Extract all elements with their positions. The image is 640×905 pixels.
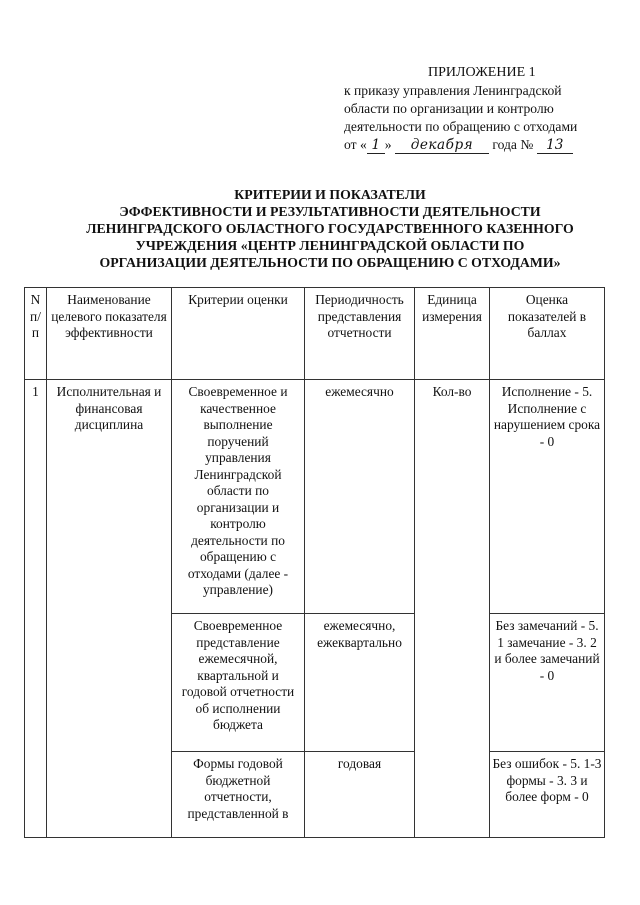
period-cell: ежемесячно, ежеквартально	[305, 614, 415, 752]
document-title	[60, 186, 600, 271]
table-row	[25, 380, 605, 614]
appendix-line: к приказу управления Ленинградской	[344, 83, 562, 98]
indicator-name: Исполнительная и финансовая дисциплина	[47, 380, 172, 838]
unit-cell: Кол-во	[415, 380, 490, 838]
title-line: ЭФФЕКТИВНОСТИ И РЕЗУЛЬТАТИВНОСТИ ДЕЯТЕЛЬНОСТИ	[119, 204, 541, 219]
header-cell-period: Периодичность представления отчетности	[305, 288, 415, 380]
criterion-cell: Своевременное и качественное выполнение поручений управления Ленинградской области по организации и контролю деятельности по обращению с отходами (далее - управление)	[172, 380, 305, 614]
handwritten-month: декабря	[395, 138, 489, 154]
score-cell: Без замечаний - 5. 1 замечание - 3. 2 и более замечаний - 0	[490, 614, 605, 752]
criteria-table	[24, 287, 605, 838]
year-label: года №	[492, 137, 534, 152]
header-cell-number: N п/п	[25, 288, 47, 380]
header-cell-score: Оценка показателей в баллах	[490, 288, 605, 380]
title-line: УЧРЕЖДЕНИЯ «ЦЕНТР ЛЕНИНГРАДСКОЙ ОБЛАСТИ ПО	[135, 238, 525, 253]
criterion-cell: Формы годовой бюджетной отчетности, представленной в	[172, 752, 305, 838]
header-cell-unit: Единица измерения	[415, 288, 490, 380]
score-cell: Исполнение - 5. Исполнение с нарушением срока - 0	[490, 380, 605, 614]
period-cell: годовая	[305, 752, 415, 838]
appendix-line: деятельности по обращению с отходами	[344, 119, 578, 134]
handwritten-day: 1	[367, 138, 385, 154]
period-cell: ежемесячно	[305, 380, 415, 614]
header-cell-criteria: Критерии оценки	[172, 288, 305, 380]
handwritten-order-number: 13	[537, 138, 573, 154]
title-line: КРИТЕРИИ И ПОКАЗАТЕЛИ	[234, 187, 426, 202]
appendix-heading: ПРИЛОЖЕНИЕ 1	[428, 65, 536, 80]
appendix-block	[344, 64, 614, 154]
date-prefix: от «	[344, 137, 367, 152]
title-line: ОРГАНИЗАЦИИ ДЕЯТЕЛЬНОСТИ ПО ОБРАЩЕНИЮ С ОТХОДАМИ»	[99, 255, 561, 270]
date-quote: »	[384, 137, 392, 152]
table-header-row	[25, 288, 605, 380]
header-cell-indicator: Наименование целевого показателя эффективности	[47, 288, 172, 380]
row-number: 1	[25, 380, 47, 838]
title-line: ЛЕНИНГРАДСКОГО ОБЛАСТНОГО ГОСУДАРСТВЕННОГО КАЗЕННОГО	[86, 221, 574, 236]
score-cell: Без ошибок - 5. 1-3 формы - 3. 3 и более форм - 0	[490, 752, 605, 838]
appendix-line: области по организации и контролю	[344, 101, 554, 116]
criterion-cell: Своевременное представление ежемесячной, квартальной и годовой отчетности об исполнении бюджета	[172, 614, 305, 752]
order-date-line	[344, 136, 614, 154]
